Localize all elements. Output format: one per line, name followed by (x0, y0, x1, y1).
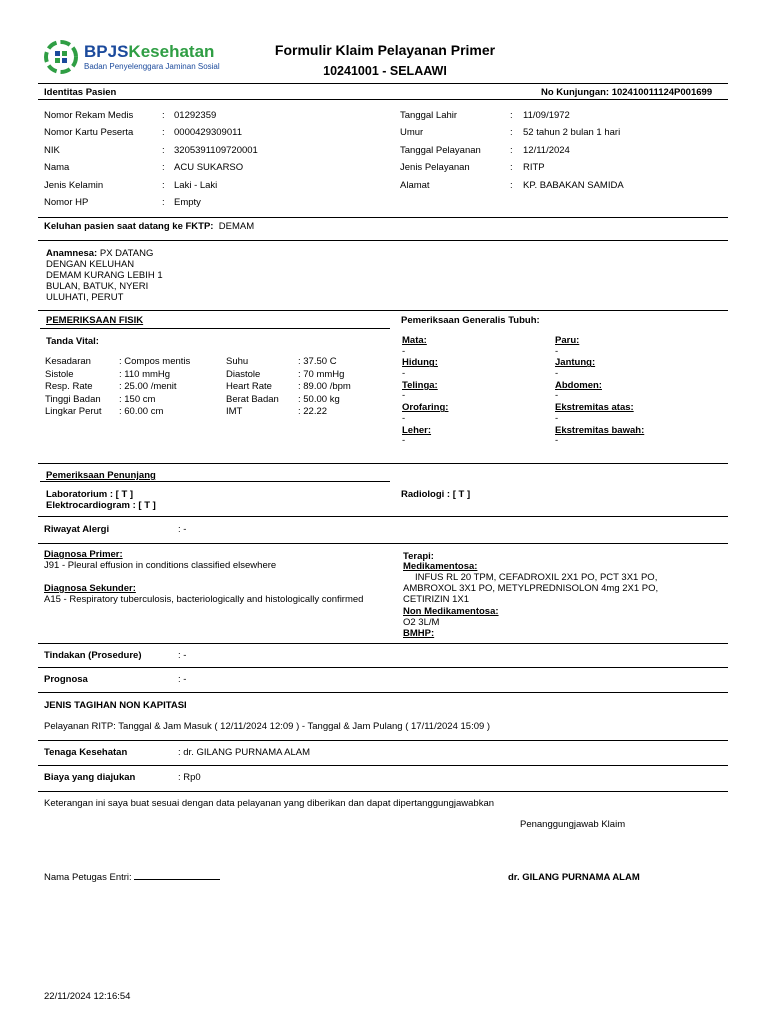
complaint-value: DEMAM (218, 221, 255, 232)
vital-value: : Compos mentis (119, 356, 191, 367)
vital-value: : 60.00 cm (119, 406, 164, 418)
anamnesa-first: PX DATANG (99, 248, 154, 259)
general-exam-value: - (555, 345, 559, 357)
signer-name: dr. GILANG PURNAMA ALAM (508, 872, 640, 883)
identity-field-value: RITP (523, 162, 545, 174)
colon-separator: : (510, 162, 513, 174)
identity-field-value: Laki - Laki (174, 179, 218, 191)
vital-value: : 89.00 /bpm (298, 381, 351, 393)
identity-field-value: 52 tahun 2 bulan 1 hari (523, 127, 621, 139)
procedure-label: Tindakan (Prosedure) (44, 650, 142, 661)
identity-field-value: KP. BABAKAN SAMIDA (523, 179, 624, 191)
identity-field-label: Jenis Pelayanan (400, 162, 470, 174)
vital-label: Diastole (226, 368, 261, 380)
non-medication-value: O2 3L/M (403, 617, 440, 628)
identity-field-value: ACU SUKARSO (174, 162, 244, 174)
entry-officer-label: Nama Petugas Entri: (44, 872, 132, 883)
secondary-diagnosis-value: A15 - Respiratory tuberculosis, bacteriologically and histologically confirmed (44, 594, 364, 605)
general-exam-label: Mata: (402, 335, 427, 346)
colon-separator: : (162, 197, 165, 208)
identity-field-value: Empty (174, 197, 201, 208)
identity-field-value: 11/09/1972 (523, 110, 570, 121)
form-title: Formulir Klaim Pelayanan Primer (274, 42, 496, 58)
identity-section-label: Identitas Pasien (44, 87, 117, 98)
colon-separator: : (162, 127, 165, 139)
logo-tagline: Badan Penyelenggara Jaminan Sosial (84, 62, 220, 71)
visit-number: No Kunjungan: 102410011124P001699 (541, 87, 713, 98)
prognosis-label: Prognosa (44, 674, 88, 685)
identity-field-value: 0000429309011 (174, 127, 242, 139)
printed-timestamp: 22/11/2024 12:16:54 (44, 991, 131, 1002)
anamnesa-row (46, 248, 153, 259)
colon-separator: : (162, 110, 165, 121)
anamnesa-text: DENGAN KELUHAN DEMAM KURANG LEBIH 1 BULAN, BATUK, NYERI ULUHATI, PERUT (46, 259, 163, 303)
identity-field-label: Tanggal Lahir (400, 110, 458, 121)
general-exam-value: - (402, 345, 406, 357)
colon-separator: : (162, 144, 165, 156)
identity-field-label: NIK (44, 144, 60, 156)
radiology-status: Radiologi : [ T ] (401, 489, 471, 500)
vital-value: : 25.00 /menit (119, 381, 177, 393)
non-medication-label: Non Medikamentosa: (403, 606, 499, 617)
staff-value: : dr. GILANG PURNAMA ALAM (178, 747, 310, 758)
vital-label: IMT (226, 406, 243, 418)
general-exam-label: Ekstremitas bawah: (555, 424, 645, 436)
identity-field-label: Nomor Rekam Medis (44, 110, 134, 121)
procedure-value: : - (178, 650, 187, 661)
general-exam-label: Ekstremitas atas: (555, 402, 634, 414)
identity-field-value: 12/11/2024 (523, 144, 570, 156)
vitals-title: Tanda Vital: (46, 336, 99, 347)
vital-label: Suhu (226, 356, 249, 367)
colon-separator: : (510, 144, 513, 156)
colon-separator: : (162, 162, 165, 174)
responsible-label: Penanggungjawab Klaim (520, 819, 626, 830)
colon-separator: : (162, 179, 165, 191)
vital-label: Sistole (45, 368, 74, 380)
identity-field-label: Tanggal Pelayanan (400, 144, 481, 156)
vital-value: : 22.22 (298, 406, 328, 418)
vital-label: Tinggi Badan (45, 393, 101, 405)
vital-label: Heart Rate (226, 381, 272, 393)
vital-value: : 110 mmHg (119, 368, 171, 380)
vital-value: : 150 cm (119, 393, 156, 405)
general-exam-value: - (402, 367, 406, 379)
general-exam-label: Paru: (555, 335, 580, 346)
complaint-label: Keluhan pasien saat datang ke FKTP: (44, 221, 214, 232)
physical-exam-title: PEMERIKSAAN FISIK (46, 315, 144, 326)
general-exam-value: - (555, 390, 559, 402)
general-exam-value: - (555, 367, 559, 379)
vital-value: : 70 mmHg (298, 368, 345, 380)
therapy-label: Terapi: (403, 551, 434, 562)
lab-status: Laboratorium : [ T ] (46, 489, 134, 500)
identity-field-label: Jenis Kelamin (44, 179, 104, 191)
identity-field-label: Nomor Kartu Peserta (44, 127, 134, 139)
general-exam-title: Pemeriksaan Generalis Tubuh: (401, 315, 540, 326)
secondary-diagnosis-label: Diagnosa Sekunder: (44, 583, 136, 594)
entry-officer-blank-line (134, 879, 220, 880)
allergy-value: : - (178, 524, 187, 535)
billing-title: JENIS TAGIHAN NON KAPITASI (44, 700, 187, 711)
vital-label: Lingkar Perut (45, 406, 102, 418)
allergy-label: Riwayat Alergi (44, 524, 110, 535)
identity-field-label: Umur (400, 127, 424, 139)
cost-label: Biaya yang diajukan (44, 772, 136, 783)
general-exam-label: Abdomen: (555, 379, 602, 391)
medication-label: Medikamentosa: (403, 561, 478, 572)
colon-separator: : (510, 179, 513, 191)
general-exam-value: - (555, 435, 559, 447)
identity-field-value: 3205391109720001 (174, 144, 258, 156)
colon-separator: : (510, 127, 513, 139)
entry-officer-row (44, 872, 220, 883)
logo-wordmark: BPJSKesehatan (84, 42, 215, 61)
general-exam-value: - (402, 412, 406, 424)
primary-diagnosis-value: J91 - Pleural effusion in conditions classified elsewhere (44, 560, 277, 571)
statement-text: Keterangan ini saya buat sesuai dengan data pelayanan yang diberikan dan dapat dipertanggungjawabkan (44, 798, 495, 809)
colon-separator: : (510, 110, 513, 121)
bpjs-emblem-icon (44, 40, 78, 74)
general-exam-label: Telinga: (402, 379, 438, 391)
vital-value: : 50.00 kg (298, 393, 340, 405)
vital-label: Berat Badan (226, 393, 279, 405)
identity-field-label: Nama (44, 162, 70, 174)
identity-field-label: Nomor HP (44, 197, 89, 208)
cost-value: : Rp0 (178, 772, 201, 783)
general-exam-label: Hidung: (402, 357, 438, 369)
vital-value: : 37.50 C (298, 356, 337, 367)
general-exam-value: - (555, 412, 559, 424)
general-exam-value: - (402, 390, 406, 402)
medication-value: INFUS RL 20 TPM, CEFADROXIL 2X1 PO, PCT 3X1 PO, AMBROXOL 3X1 PO, METYLPREDNISOLON 4mg 2X1 PO, CETIRIZIN 1X1 (403, 572, 659, 605)
form-subtitle: 10241001 - SELAAWI (323, 64, 447, 78)
bmhp-label: BMHP: (403, 628, 435, 639)
vital-label: Kesadaran (45, 356, 91, 367)
primary-diagnosis-label: Diagnosa Primer: (44, 549, 123, 560)
billing-detail: Pelayanan RITP: Tanggal & Jam Masuk ( 12/11/2024 12:09 ) - Tanggal & Jam Pulang ( 17/11/2024 15:09 ) (44, 721, 491, 732)
complaint-row (44, 221, 254, 232)
general-exam-label: Jantung: (555, 357, 596, 369)
identity-field-value: 01292359 (174, 110, 217, 121)
ekg-status: Elektrocardiogram : [ T ] (46, 500, 156, 511)
general-exam-value: - (402, 435, 406, 447)
vital-label: Resp. Rate (45, 381, 93, 393)
anamnesa-label: Anamnesa: (46, 248, 98, 259)
identity-field-label: Alamat (400, 179, 430, 191)
staff-label: Tenaga Kesehatan (44, 747, 128, 758)
general-exam-label: Leher: (402, 424, 432, 436)
bpjs-logo (44, 40, 244, 76)
support-exam-title: Pemeriksaan Penunjang (46, 470, 156, 481)
general-exam-label: Orofaring: (402, 402, 449, 414)
prognosis-value: : - (178, 674, 187, 685)
